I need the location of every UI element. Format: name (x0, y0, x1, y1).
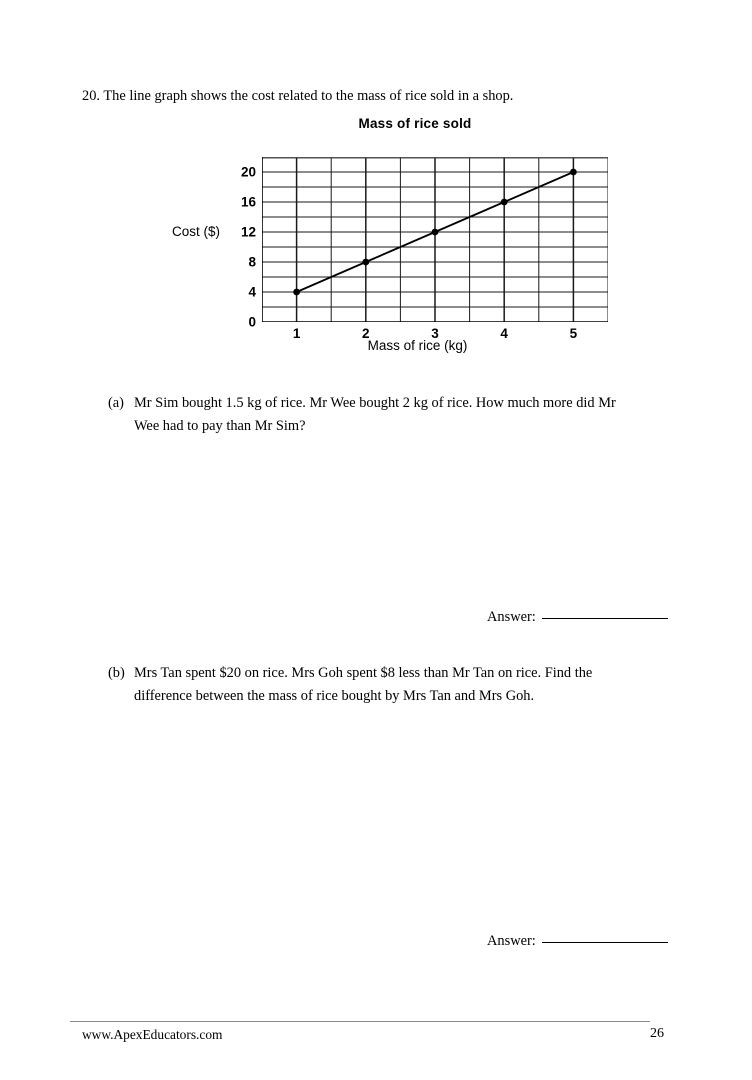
answer-field-b[interactable] (487, 933, 668, 950)
chart-data-point (570, 169, 577, 176)
chart-x-tick: 4 (500, 326, 508, 341)
answer-a-label: Answer: (487, 609, 536, 625)
footer-page-number: 26 (650, 1026, 664, 1041)
chart-svg (262, 157, 608, 322)
chart-y-tick: 8 (248, 254, 256, 270)
chart-data-point (501, 199, 508, 206)
footer-divider (70, 1021, 650, 1022)
part-b-text (134, 662, 670, 709)
chart-data-point (293, 289, 300, 296)
part-b-line-2: difference between the mass of rice bought by Mrs Tan and Mrs Goh. (134, 688, 535, 705)
chart-title: Mass of rice sold (358, 116, 472, 131)
answer-a-rule[interactable] (542, 618, 668, 619)
chart-y-tick: 20 (240, 164, 256, 180)
footer-url: www.ApexEducators.com (82, 1027, 223, 1042)
part-b-marker: (b) (108, 665, 125, 681)
chart-y-tick-labels (218, 157, 256, 330)
question-part-b (108, 662, 670, 709)
chart-x-tick: 3 (431, 326, 439, 341)
question-part-a (108, 392, 670, 439)
chart-x-tick-labels (262, 326, 608, 344)
answer-b-label: Answer: (487, 933, 536, 949)
part-a-line-1: Mr Sim bought 1.5 kg of rice. Mr Wee bought 2 kg of rice. How much more did Mr (134, 395, 616, 411)
line-graph (160, 116, 630, 364)
part-a-text (134, 392, 670, 439)
chart-plot-area (262, 157, 608, 322)
chart-y-tick: 0 (248, 314, 256, 330)
chart-gridlines (262, 158, 608, 322)
question-number: 20. (82, 88, 100, 104)
answer-b-rule[interactable] (542, 942, 668, 943)
chart-y-tick: 16 (240, 194, 256, 210)
answer-field-a[interactable] (487, 609, 668, 626)
chart-y-tick: 4 (248, 284, 256, 300)
part-a-line-2: Wee had to pay than Mr Sim? (134, 418, 306, 435)
chart-x-tick: 2 (362, 326, 370, 341)
chart-data-point (432, 229, 439, 236)
chart-y-tick: 12 (240, 224, 256, 240)
chart-x-tick: 5 (569, 326, 578, 341)
question-stem (82, 86, 682, 108)
chart-y-axis-label: Cost ($) (172, 224, 221, 239)
part-b-line-1: Mrs Tan spent $20 on rice. Mrs Goh spent $8 less than Mr Tan on rice. Find the (134, 665, 593, 681)
chart-x-tick: 1 (292, 326, 301, 341)
question-stem-text: The line graph shows the cost related to the mass of rice sold in a shop. (103, 88, 514, 104)
part-a-marker: (a) (108, 395, 124, 411)
chart-x-axis-label: Mass of rice (kg) (367, 338, 468, 353)
chart-data-point (362, 259, 369, 266)
